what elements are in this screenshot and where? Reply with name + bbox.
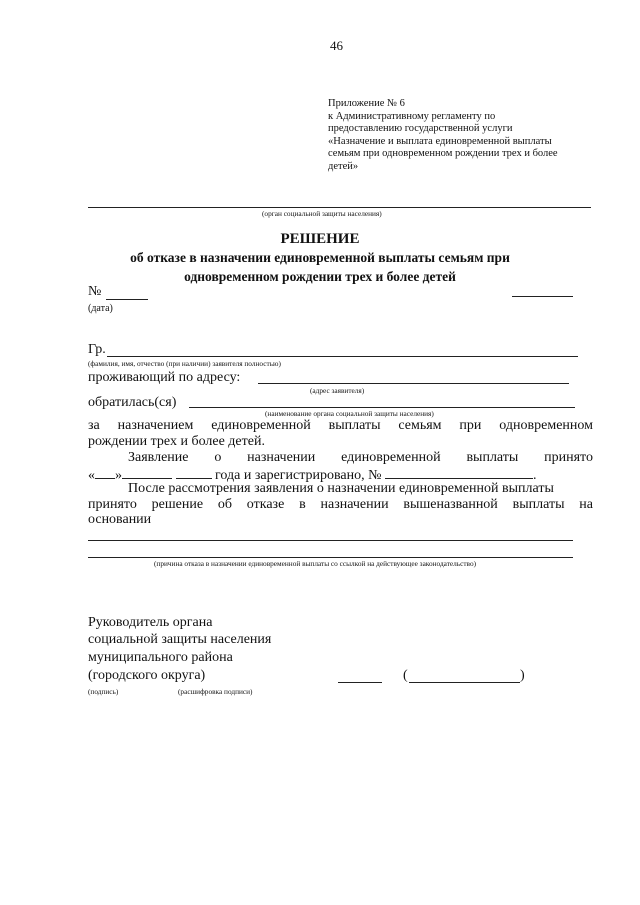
authority-caption: (орган социальной защиты населения) <box>262 209 382 218</box>
reason-line <box>88 540 573 541</box>
body-line: принято решение об отказе в назначении вышеназванной выплаты на <box>88 497 593 512</box>
appendix-line: семьям при одновременном рождении трех и более <box>328 148 558 160</box>
date-line <box>512 296 573 297</box>
signature-title-line: муниципального района <box>88 650 233 665</box>
signature-line <box>338 682 382 683</box>
appendix-line: предоставлению государственной услуги <box>328 123 513 135</box>
authority-line <box>88 207 591 208</box>
paren-close: ) <box>520 668 525 683</box>
body-line: рождении трех и более детей. <box>88 434 265 449</box>
address-caption: (адрес заявителя) <box>310 386 365 395</box>
body-line: за назначением единовременной выплаты семьям при одновременном <box>88 418 593 433</box>
body-line: После рассмотрения заявления о назначении единовременной выплаты <box>128 481 554 496</box>
document-subtitle: одновременном рождении трех и более детей <box>184 269 456 284</box>
paren-open: ( <box>403 668 408 683</box>
date-quote-close: » <box>115 468 122 483</box>
month-blank <box>122 466 172 479</box>
signature-caption: (подпись) <box>88 687 119 696</box>
signature-title-line: (городского округа) <box>88 668 206 683</box>
decode-caption: (расшифровка подписи) <box>178 687 253 696</box>
citizen-label: Гр. <box>88 342 106 357</box>
number-label: № <box>88 284 102 299</box>
registration-text: года и зарегистрировано, № <box>215 468 382 483</box>
appendix-line: к Административному регламенту по <box>328 110 496 122</box>
day-blank <box>95 466 115 479</box>
applied-line <box>189 407 575 408</box>
applied-label: обратилась(ся) <box>88 395 177 410</box>
date-quote-open: « <box>88 468 95 483</box>
signature-title-line: Руководитель органа <box>88 615 213 630</box>
document-title: РЕШЕНИЕ <box>280 231 360 247</box>
page-number: 46 <box>330 38 343 53</box>
number-line <box>106 299 148 300</box>
year-blank <box>176 466 212 479</box>
decode-line <box>409 682 520 683</box>
citizen-name-line <box>107 356 578 357</box>
address-label: проживающий по адресу: <box>88 370 241 385</box>
reason-caption: (причина отказа в назначении единовременной выплаты со ссылкой на действующее законодательство) <box>154 559 477 568</box>
date-caption: (дата) <box>88 303 113 314</box>
body-line: Заявление о назначении единовременной выплаты принято <box>128 450 593 465</box>
appendix-line: «Назначение и выплата единовременной выплаты <box>328 135 552 147</box>
registration-period: . <box>533 468 537 483</box>
applied-caption: (наименование органа социальной защиты населения) <box>265 409 434 418</box>
citizen-name-caption: (фамилия, имя, отчество (при наличии) заявителя полностью) <box>88 359 281 368</box>
appendix-line: детей» <box>328 160 359 172</box>
registration-number-blank <box>385 466 533 479</box>
address-line <box>258 383 569 384</box>
body-line: основании <box>88 512 152 527</box>
appendix-header <box>328 98 558 174</box>
appendix-line: Приложение № 6 <box>328 98 405 109</box>
reason-line <box>88 557 573 558</box>
signature-title-line: социальной защиты населения <box>88 632 272 647</box>
document-subtitle: об отказе в назначении единовременной выплаты семьям при <box>130 250 510 265</box>
